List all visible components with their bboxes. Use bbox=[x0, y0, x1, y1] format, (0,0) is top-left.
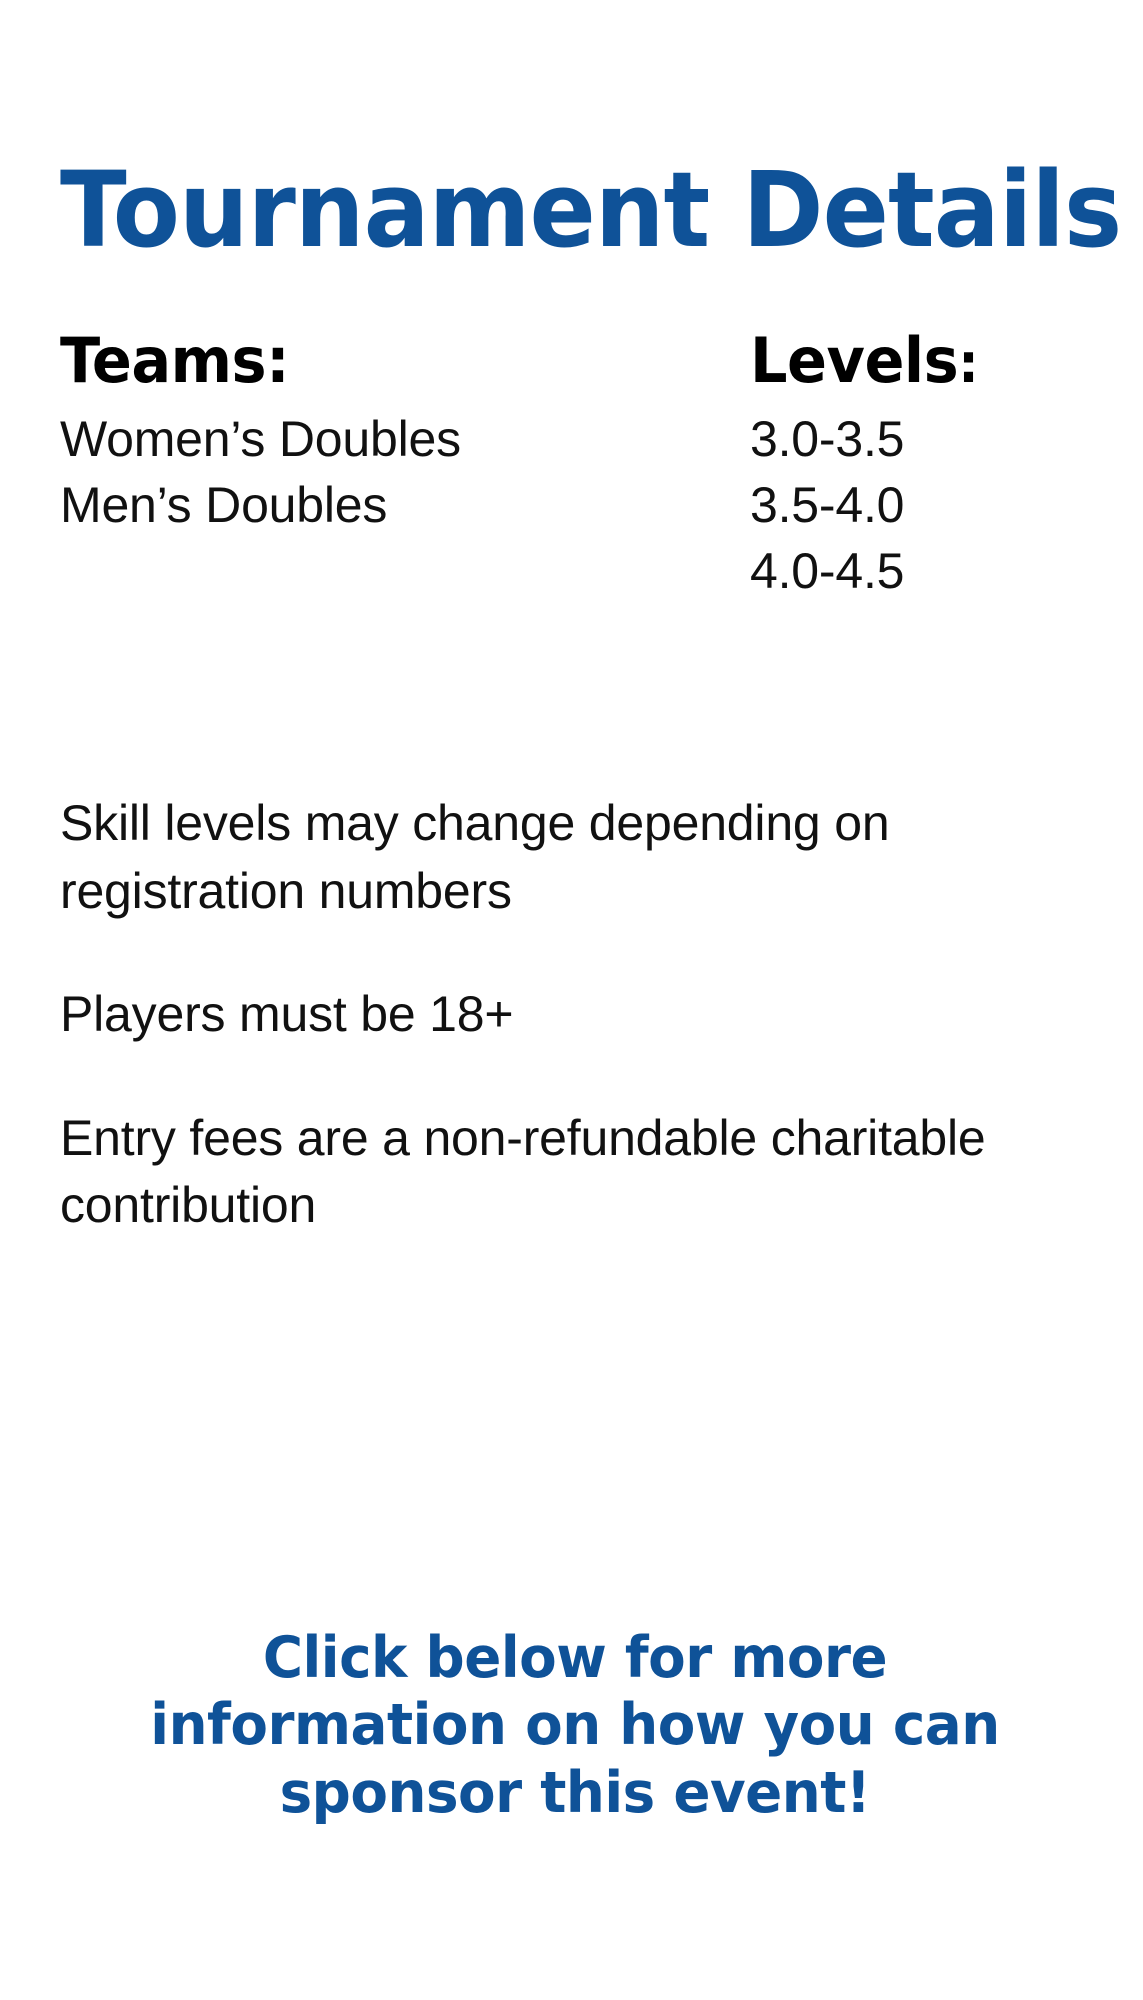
levels-heading-text: Levels bbox=[750, 324, 959, 397]
page-title: Tournament Details bbox=[60, 148, 1122, 271]
levels-item-2: 3.5-4.0 bbox=[750, 477, 905, 533]
notes-block bbox=[60, 790, 1110, 1240]
note-age-requirement: Players must be 18+ bbox=[60, 986, 514, 1042]
levels-heading-colon: : bbox=[958, 332, 979, 395]
teams-column bbox=[60, 324, 750, 538]
teams-item-mens-doubles: Men’s Doubles bbox=[60, 477, 388, 533]
teams-item-womens-doubles: Women’s Doubles bbox=[60, 411, 461, 467]
teams-levels-columns bbox=[60, 324, 1090, 604]
teams-heading: Teams: bbox=[60, 324, 290, 397]
note-entry-fees: Entry fees are a non-refundable charitable contribution bbox=[60, 1109, 986, 1233]
levels-column bbox=[750, 324, 1090, 604]
levels-item-3: 4.0-4.5 bbox=[750, 543, 905, 599]
levels-heading bbox=[750, 324, 1073, 397]
sponsor-call-to-action: Click below for more information on how you can sponsor this event! bbox=[150, 1625, 1000, 1826]
levels-item-1: 3.0-3.5 bbox=[750, 411, 905, 467]
note-skill-levels: Skill levels may change depending on registration numbers bbox=[60, 795, 890, 919]
